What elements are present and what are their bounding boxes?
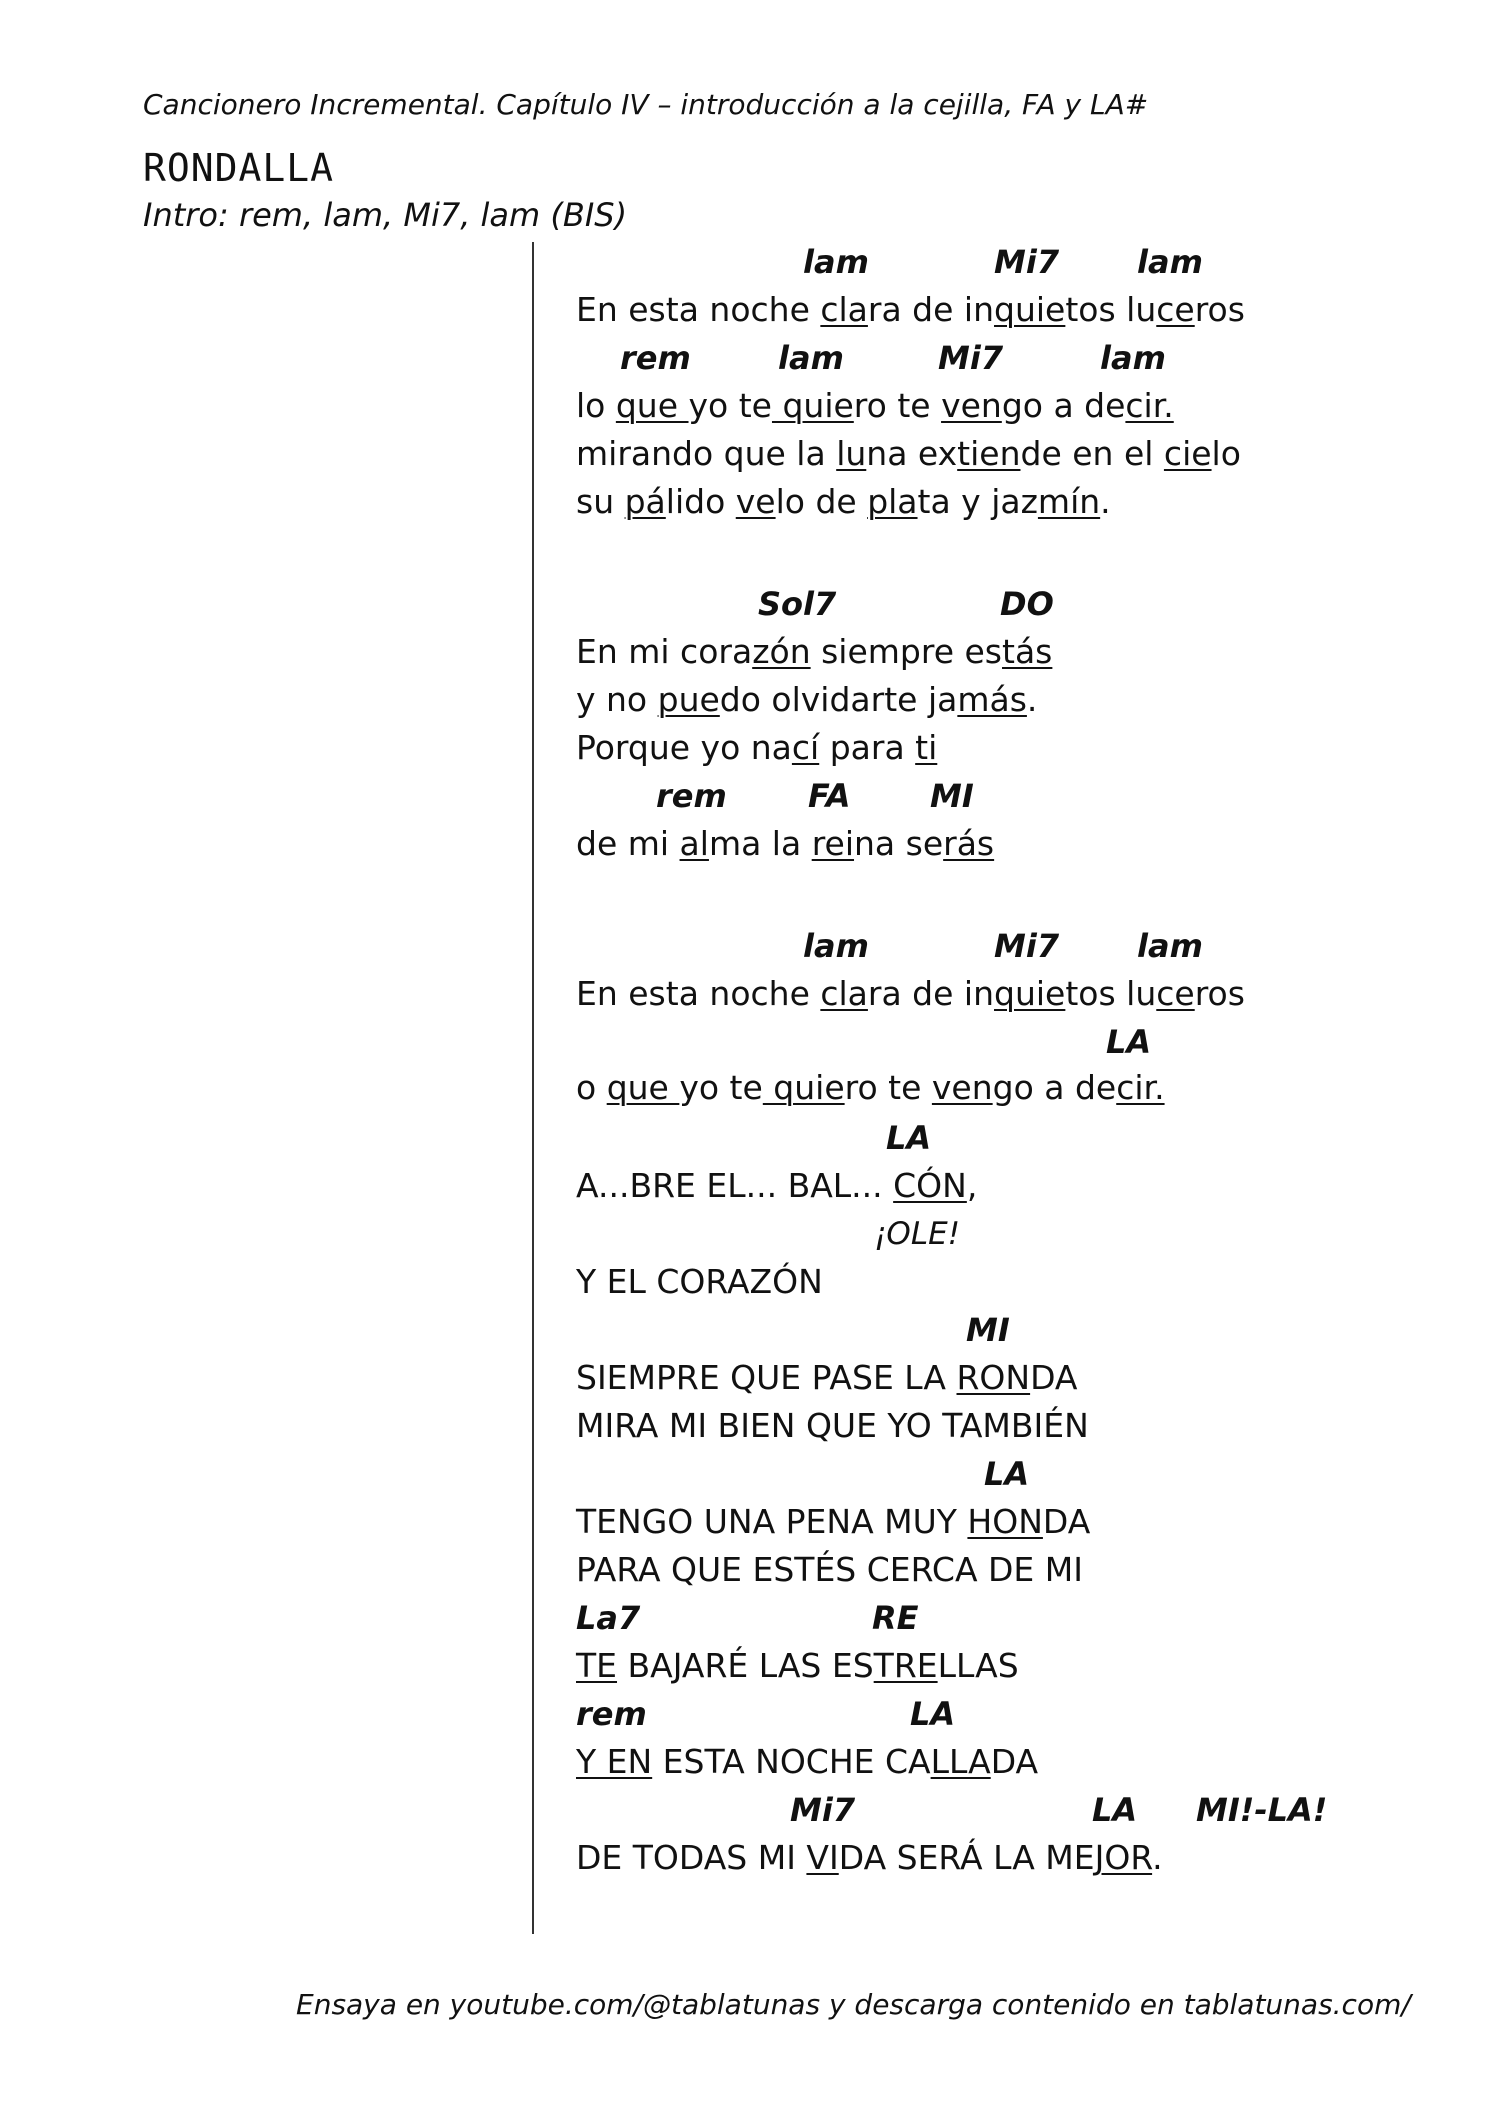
chord-row [0,1114,1489,1162]
chord: RE [872,1599,919,1637]
chapter-header: Cancionero Incremental. Capítulo IV – introducción a la cejilla, FA y LA# [143,88,1149,121]
chord: La7 [576,1599,641,1637]
chord: LA [984,1455,1030,1493]
chord: Sol7 [758,585,837,623]
lyric-line: o que yo te quiero te vengo a decir. [576,1068,1165,1107]
lyric-line: y no puedo olvidarte jamás. [576,680,1038,719]
chord: lam [803,927,869,965]
chord: DO [1000,585,1054,623]
chord: Mi7 [938,339,1004,377]
chord-row [0,580,1489,628]
chord: MI [966,1311,1010,1349]
lyric-line: DE TODAS MI VIDA SERÁ LA MEJOR. [576,1838,1163,1877]
column-divider [532,242,534,1934]
chord: lam [803,243,869,281]
chord: lam [1137,927,1203,965]
chord: rem [656,777,727,815]
chord: lam [1100,339,1166,377]
lyric-line: TE BAJARÉ LAS ESTRELLAS [576,1646,1019,1685]
chord: lam [778,339,844,377]
chord-row [0,1690,1489,1738]
chord: Mi7 [790,1791,856,1829]
chord: MI!-LA! [1196,1791,1328,1829]
intro-chords: Intro: rem, lam, Mi7, lam (BIS) [143,196,628,234]
chord: MI [930,777,974,815]
lyric-line: En esta noche clara de inquietos luceros [576,974,1245,1013]
chord: Mi7 [994,243,1060,281]
lyric-line: SIEMPRE QUE PASE LA RONDA [576,1358,1078,1397]
lyric-line: mirando que la luna extiende en el cielo [576,434,1241,473]
chord: LA [910,1695,956,1733]
cue-ole: ¡OLE! [874,1216,961,1252]
chord: rem [620,339,691,377]
lyric-line: MIRA MI BIEN QUE YO TAMBIÉN [576,1406,1089,1445]
chord-row [0,1306,1489,1354]
chord-row [0,772,1489,820]
lyric-line: su pálido velo de plata y jazmín. [576,482,1111,521]
lyric-line: PARA QUE ESTÉS CERCA DE MI [576,1550,1083,1589]
chord: rem [576,1695,647,1733]
lyric-line: Porque yo nací para ti [576,728,938,767]
chord: LA [1106,1023,1152,1061]
lyric-line: de mi alma la reina serás [576,824,995,863]
cue-row [0,1210,1489,1258]
lyric-line: Y EN ESTA NOCHE CALLADA [576,1742,1039,1781]
lyric-line: En esta noche clara de inquietos luceros [576,290,1245,329]
chord: LA [886,1119,932,1157]
chord: Mi7 [994,927,1060,965]
song-title: RONDALLA [143,146,335,190]
footer-text: Ensaya en youtube.com/@tablatunas y descarga contenido en tablatunas.com/ [296,1988,1411,2021]
chord-row [0,1450,1489,1498]
lyric-line: A...BRE EL... BAL... CÓN, [576,1166,978,1205]
chord: FA [808,777,851,815]
chord-row [0,334,1489,382]
chord-row [0,1018,1489,1066]
chord: lam [1137,243,1203,281]
chord-row [0,238,1489,286]
chord-row [0,1594,1489,1642]
chord: LA [1092,1791,1138,1829]
lyric-line: En mi corazón siempre estás [576,632,1053,671]
lyric-line: Y EL CORAZÓN [576,1262,823,1301]
chord-row [0,1786,1489,1834]
lyric-line: lo que yo te quiero te vengo a decir. [576,386,1174,425]
lyric-line: TENGO UNA PENA MUY HONDA [576,1502,1091,1541]
chord-row [0,922,1489,970]
